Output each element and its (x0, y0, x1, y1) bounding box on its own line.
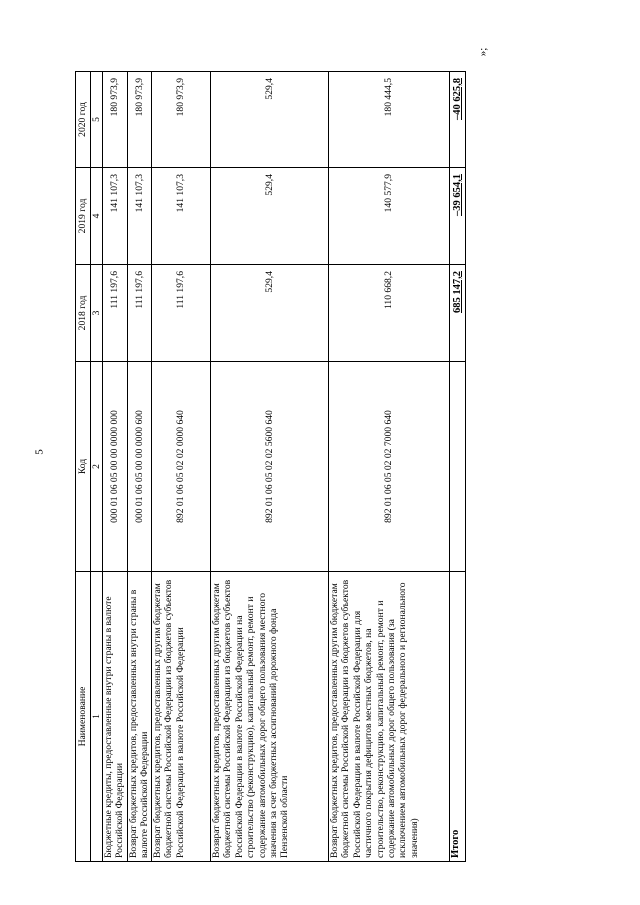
total-value-2018: 685 147,2 (450, 265, 466, 362)
closing-quote-mark: »; (477, 47, 489, 57)
header-name: Наименование (76, 572, 91, 862)
total-value-2020: –40 625,8 (450, 72, 466, 168)
row-value-2019: 529,4 (211, 168, 329, 265)
row-name: Возврат бюджетных кредитов, предоставленных другим бюджетам бюджетной системы Российской Федерации из бюджетов субъектов Российской Федерации в валюте Российской Федерации на строительство (реконструкцию), капитальный ремонт, ремонт и содержание автомобильных дорог общего пользования местного значения за счет бюджетных ассигнований дорожного фонда Пензенской области (211, 572, 329, 862)
row-value-2019: 141 107,3 (103, 168, 128, 265)
row-value-2019: 140 577,9 (329, 168, 450, 265)
row-code: 892 01 06 05 02 02 7000 640 (329, 362, 450, 572)
header-row (76, 72, 91, 862)
total-row (450, 72, 466, 862)
table-row (128, 72, 152, 862)
row-value-2019: 141 107,3 (152, 168, 211, 265)
row-value-2020: 180 444,5 (329, 72, 450, 168)
row-value-2019: 141 107,3 (128, 168, 152, 265)
row-code: 000 01 06 05 00 00 0000 000 (103, 362, 128, 572)
row-name: Бюджетные кредиты, предоставленные внутри страны в валюте Российской Федерации (103, 572, 128, 862)
table-row (329, 72, 450, 862)
row-code: 892 01 06 05 02 02 5600 640 (211, 362, 329, 572)
page-number: 5 (33, 449, 46, 455)
total-code (450, 362, 466, 572)
total-value-2019: –39 654,1 (450, 168, 466, 265)
row-value-2020: 180 973,9 (103, 72, 128, 168)
row-value-2018: 111 197,6 (152, 265, 211, 362)
total-label: Итого (450, 572, 466, 862)
column-number: 1 (91, 572, 103, 862)
row-value-2020: 529,4 (211, 72, 329, 168)
row-value-2020: 180 973,9 (128, 72, 152, 168)
row-name: Возврат бюджетных кредитов, предоставленных внутри страны в валюте Российской Федерации (128, 572, 152, 862)
column-number: 5 (91, 72, 103, 168)
row-name: Возврат бюджетных кредитов, предоставленных другим бюджетам бюджетной системы Российской Федерации из бюджетов субъектов Российской Федерации в валюте Российской Федерации (152, 572, 211, 862)
row-value-2020: 180 973,9 (152, 72, 211, 168)
header-2019: 2019 год (76, 168, 91, 265)
table-row (103, 72, 128, 862)
row-name: Возврат бюджетных кредитов, предоставленных другим бюджетам бюджетной системы Российской Федерации из бюджетов субъектов Российской Федерации в валюте Российской Федерации для частичного покрытия дефицитов местных бюджетов, на строительство, реконструкцию, капитальный ремонт, ремонт и содержание автомобильных дорог общего пользования (за исключением автомобильных дорог федерального и регионального значения) (329, 572, 450, 862)
row-code: 000 01 06 05 00 00 0000 600 (128, 362, 152, 572)
column-number-row (91, 72, 103, 862)
rotated-table-container (75, 72, 485, 862)
row-value-2018: 529,4 (211, 265, 329, 362)
budget-credits-table (75, 71, 466, 862)
column-number: 2 (91, 362, 103, 572)
row-code: 892 01 06 05 02 02 0000 640 (152, 362, 211, 572)
header-2018: 2018 год (76, 265, 91, 362)
row-value-2018: 111 197,6 (128, 265, 152, 362)
table-row (152, 72, 211, 862)
row-value-2018: 111 197,6 (103, 265, 128, 362)
column-number: 4 (91, 168, 103, 265)
header-2020: 2020 год (76, 72, 91, 168)
column-number: 3 (91, 265, 103, 362)
row-value-2018: 110 668,2 (329, 265, 450, 362)
header-code: Код (76, 362, 91, 572)
table-row (211, 72, 329, 862)
